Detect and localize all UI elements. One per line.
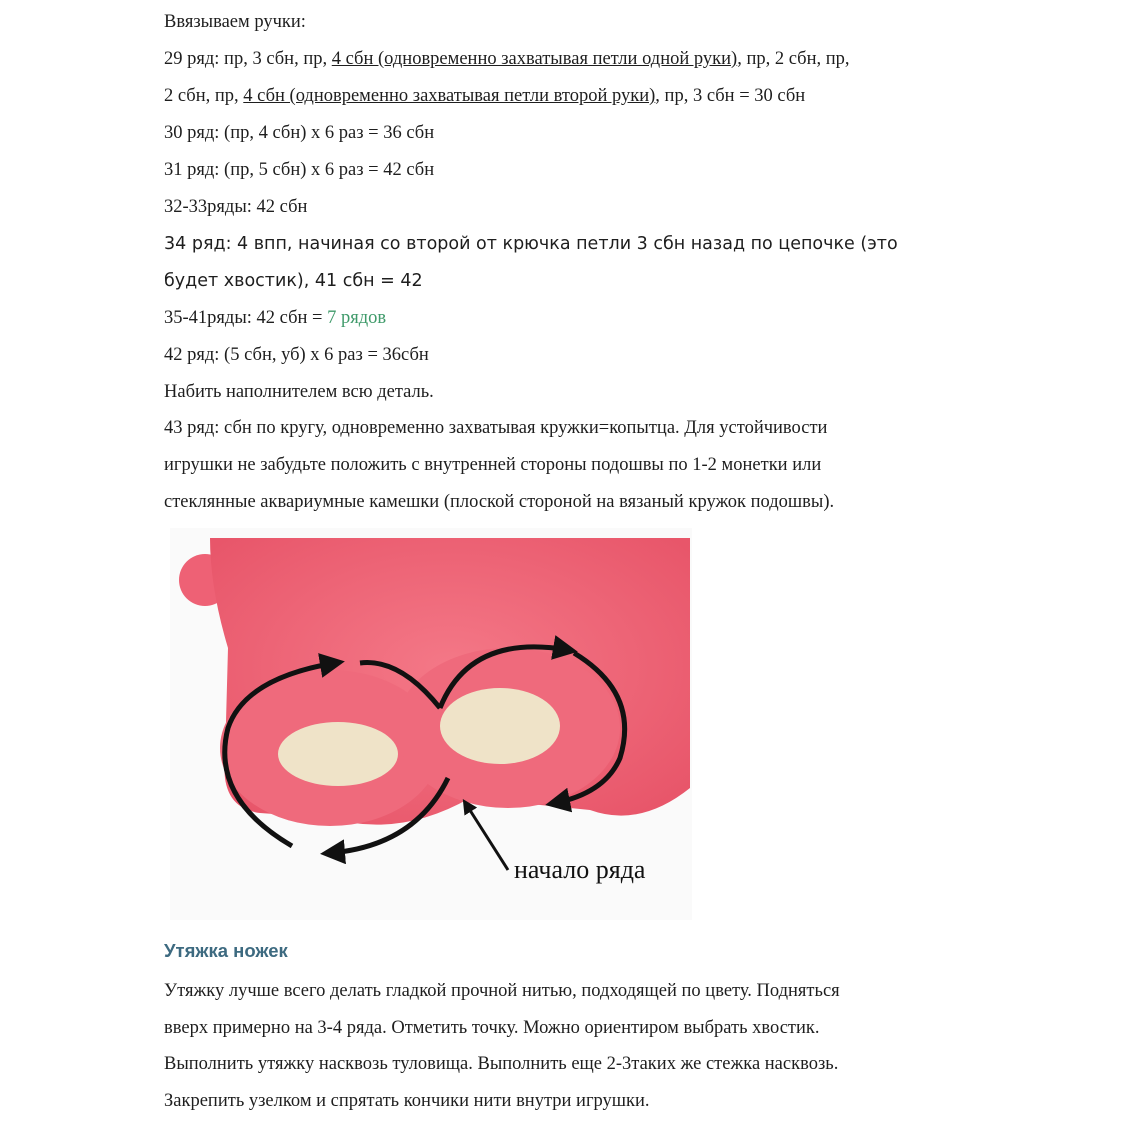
- row-29-part-d: 2 сбн, пр,: [164, 86, 244, 106]
- row-43-line3: стеклянные аквариумные камешки (плоской стороной на вязаный кружок подошвы).: [164, 492, 835, 512]
- row-35-41: [164, 306, 386, 330]
- row-34-line2: будет хвостик), 41 сбн = 42: [164, 271, 423, 291]
- para-line3: Выполнить утяжку насквозь туловища. Выполнить еще 2-3таких же стежка насквозь.: [164, 1054, 839, 1074]
- row-42: 42 ряд: (5 сбн, уб) х 6 раз = 36сбн: [164, 345, 429, 365]
- para-line4: Закрепить узелком и спрятать кончики нити внутри игрушки.: [164, 1091, 650, 1111]
- crochet-photo: [170, 528, 692, 920]
- right-sole: [440, 688, 560, 764]
- photo-caption: начало ряда: [514, 855, 646, 884]
- row-34-line1: 34 ряд: 4 впп, начиная со второй от крючка петли 3 сбн назад по цепочке (это: [164, 234, 898, 254]
- row-32-33: 32-33ряды: 42 сбн: [164, 197, 308, 217]
- left-sole: [278, 722, 398, 786]
- row-30: 30 ряд: (пр, 4 сбн) х 6 раз = 36 сбн: [164, 123, 435, 143]
- row-29-part-b: 4 сбн (одновременно захватывая петли одной руки): [331, 49, 738, 69]
- row-29-line1: [164, 47, 850, 71]
- row-35-41-count: 7 рядов: [327, 308, 387, 328]
- row-43-line1: 43 ряд: сбн по кругу, одновременно захватывая кружки=копытца. Для устойчивости: [164, 418, 828, 438]
- row-35-41-text: 35-41ряды: 42 сбн =: [164, 308, 328, 328]
- section-heading: Утяжка ножек: [164, 940, 288, 961]
- row-29-part-c: , пр, 2 сбн, пр,: [737, 49, 850, 69]
- intro-line: Ввязываем ручки:: [164, 12, 306, 32]
- stuffing-line: Набить наполнителем всю деталь.: [164, 382, 434, 402]
- row-29-line2: [164, 84, 805, 108]
- row-29-part-f: , пр, 3 сбн = 30 сбн: [655, 86, 806, 106]
- para-line1: Утяжку лучше всего делать гладкой прочной нитью, подходящей по цвету. Подняться: [164, 981, 840, 1001]
- para-line2: вверх примерно на 3-4 ряда. Отметить точку. Можно ориентиром выбрать хвостик.: [164, 1018, 820, 1038]
- row-29-part-e: 4 сбн (одновременно захватывая петли второй руки): [243, 86, 656, 106]
- row-29-part-a: 29 ряд: пр, 3 сбн, пр,: [164, 49, 332, 69]
- row-43-line2: игрушки не забудьте положить с внутренней стороны подошвы по 1-2 монетки или: [164, 455, 822, 475]
- row-31: 31 ряд: (пр, 5 сбн) х 6 раз = 42 сбн: [164, 160, 435, 180]
